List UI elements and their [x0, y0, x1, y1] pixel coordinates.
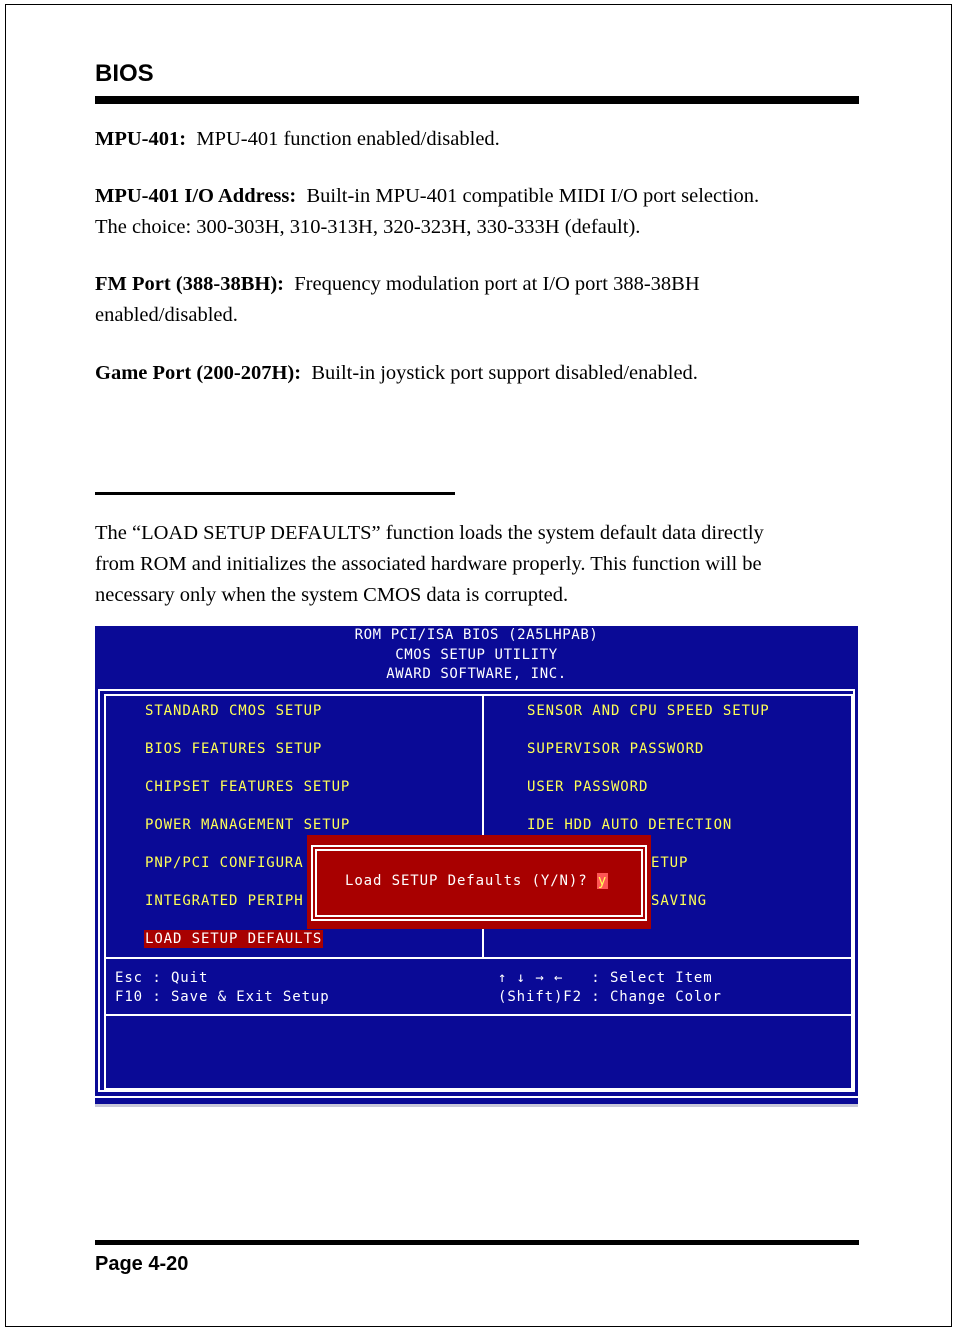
desc-game-port: Built-in joystick port support disabled/enabled. — [311, 362, 698, 384]
term-game-port: Game Port (200-207H): — [95, 362, 302, 384]
menu-item-chipset-features-setup[interactable]: CHIPSET FEATURES SETUP — [145, 779, 351, 795]
help-f10-save-exit: F10 : Save & Exit Setup — [115, 989, 330, 1005]
dialog-input-cursor[interactable]: y — [597, 873, 608, 889]
page-header-title: BIOS — [95, 60, 154, 87]
term-fm-port: FM Port (388-38BH): — [95, 273, 284, 295]
section-heading-rule — [95, 492, 455, 495]
menu-item-ide-hdd-auto-detection[interactable]: IDE HDD AUTO DETECTION — [527, 817, 733, 833]
menu-item-exit-without-saving-partial[interactable]: SAVING — [651, 893, 707, 909]
menu-item-bios-features-setup[interactable]: BIOS FEATURES SETUP — [145, 741, 323, 757]
section-intro — [95, 518, 859, 611]
paragraph-game-port — [95, 358, 859, 389]
term-mpu401-io: MPU-401 I/O Address: — [95, 185, 297, 207]
bios-setup-screen — [95, 626, 858, 1107]
bios-header-line-2: CMOS SETUP UTILITY — [395, 646, 558, 663]
desc-mpu401-io-line2: The choice: 300-303H, 310-313H, 320-323H, 330-333H (default). — [95, 216, 641, 238]
load-defaults-dialog[interactable] — [307, 835, 651, 929]
menu-item-power-management-setup[interactable]: POWER MANAGEMENT SETUP — [145, 817, 351, 833]
section-intro-line-1: The “LOAD SETUP DEFAULTS” function loads the system default data directly — [95, 522, 764, 544]
help-select-item: ↑ ↓ → ← : Select Item — [498, 970, 713, 986]
help-change-color: (Shift)F2 : Change Color — [498, 989, 722, 1005]
bios-header-line-3: AWARD SOFTWARE, INC. — [386, 666, 567, 682]
dialog-prompt: Load SETUP Defaults (Y/N)? — [345, 873, 597, 889]
paragraph-fm-port — [95, 269, 859, 331]
menu-item-load-setup-defaults[interactable]: LOAD SETUP DEFAULTS — [145, 931, 323, 947]
desc-mpu401: MPU-401 function enabled/disabled. — [196, 128, 500, 150]
desc-fm-port: Frequency modulation port at I/O port 388-38BH — [294, 273, 700, 295]
header-rule — [95, 96, 859, 104]
desc-fm-port-line2: enabled/disabled. — [95, 304, 238, 326]
menu-item-standard-cmos-setup[interactable]: STANDARD CMOS SETUP — [145, 703, 323, 719]
menu-item-user-password[interactable]: USER PASSWORD — [527, 779, 649, 795]
paragraph-mpu401-io — [95, 181, 859, 243]
section-intro-line-2: from ROM and initializes the associated hardware properly. This function will be — [95, 553, 762, 575]
dialog-prompt-line — [345, 872, 608, 890]
bios-help-divider — [104, 1014, 853, 1016]
footer-rule — [95, 1240, 859, 1245]
menu-item-integrated-peripherals[interactable]: INTEGRATED PERIPH — [145, 893, 304, 909]
menu-item-sensor-cpu-speed-setup[interactable]: SENSOR AND CPU SPEED SETUP — [527, 703, 770, 719]
bios-menu-divider — [104, 957, 853, 959]
bios-bottom-stripe-2 — [95, 1104, 858, 1107]
menu-item-supervisor-password[interactable]: SUPERVISOR PASSWORD — [527, 741, 705, 757]
help-esc-quit: Esc : Quit — [115, 970, 209, 986]
desc-mpu401-io: Built-in MPU-401 compatible MIDI I/O port selection. — [306, 185, 760, 207]
section-intro-line-3: necessary only when the system CMOS data is corrupted. — [95, 584, 569, 606]
paragraph-mpu401 — [95, 124, 859, 155]
bios-header-line-1: ROM PCI/ISA BIOS (2A5LHPAB) — [354, 627, 599, 643]
bios-bottom-stripe — [95, 1096, 858, 1098]
page-number: Page 4-20 — [95, 1253, 189, 1275]
bios-header — [95, 626, 858, 685]
term-mpu401: MPU-401: — [95, 128, 187, 150]
menu-item-save-exit-setup-partial[interactable]: ETUP — [651, 855, 689, 871]
menu-item-pnp-pci-configuration[interactable]: PNP/PCI CONFIGURA — [145, 855, 304, 871]
